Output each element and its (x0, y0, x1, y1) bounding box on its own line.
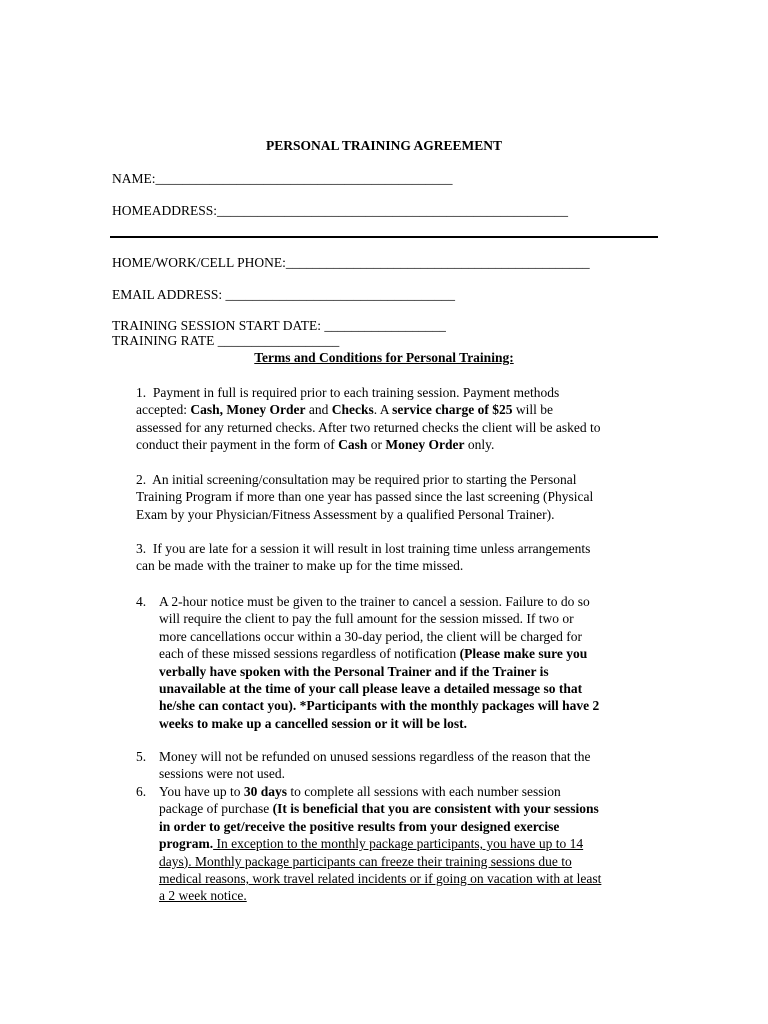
terms-heading: Terms and Conditions for Personal Training: (254, 350, 514, 365)
phone-field[interactable]: HOME/WORK/CELL PHONE:_____________________________________________ (112, 255, 590, 270)
document-title: PERSONAL TRAINING AGREEMENT (265, 138, 503, 153)
term-number: 6. (136, 784, 147, 799)
name-field[interactable]: NAME:____________________________________________ (112, 171, 453, 186)
term-number: 4. (136, 594, 147, 609)
email-field[interactable]: EMAIL ADDRESS: __________________________________ (112, 287, 456, 302)
home-address-field[interactable]: HOMEADDRESS:____________________________________________________ (112, 203, 569, 218)
term-number: 3. (136, 541, 147, 556)
training-rate-field[interactable]: TRAINING RATE __________________ (112, 333, 340, 348)
term-item-6: You have up to 30 days to complete all sessions with each number session package of purchase (It is beneficial that you are consistent with your sessions in order to get/receive the positive results from your designed exercise program. In exception to the monthly package participants, you have up to 14 days). Monthly package participants can freeze their training sessions due to medical reasons, work travel related incidents or if going on vacation with at least a 2 week notice. (159, 784, 602, 904)
term-item-4: A 2-hour notice must be given to the trainer to cancel a session. Failure to do so will require the client to pay the full amount for the session missed. If two or more cancellations occur within a 30-day period, the client will be charged for each of these missed sessions regardless of notification (Please make sure you verbally have spoken with the Personal Trainer and if the Trainer is unavailable at the time of your call please leave a detailed message so that he/she can contact you). *Participants with the monthly packages will have 2 weeks to make up a cancelled session or it will be lost. (159, 594, 600, 731)
term-number: 1. (136, 385, 147, 400)
term-item-2: 2. An initial screening/consultation may be required prior to starting the Personal Training Program if more than one year has passed since the last screening (Physical Exam by your Physician/Fitness Assessment by a qualified Personal Trainer). (136, 472, 594, 522)
term-number: 5. (136, 749, 147, 764)
term-item-3: 3. If you are late for a session it will result in lost training time unless arrangements can be made with the trainer to make up for the time missed. (136, 541, 591, 574)
term-number: 2. (136, 472, 147, 487)
term-item-1: 1. Payment in full is required prior to each training session. Payment methods accepted: Cash, Money Order and Checks. A service charge of $25 will be assessed for any returned checks. After two returned checks the client will be asked to conduct their payment in the form of Cash or Money Order only. (136, 385, 601, 453)
horizontal-divider (110, 236, 658, 238)
term-item-5: Money will not be refunded on unused sessions regardless of the reason that the sessions were not used. (159, 749, 591, 782)
start-date-field[interactable]: TRAINING SESSION START DATE: __________________ (112, 318, 446, 333)
